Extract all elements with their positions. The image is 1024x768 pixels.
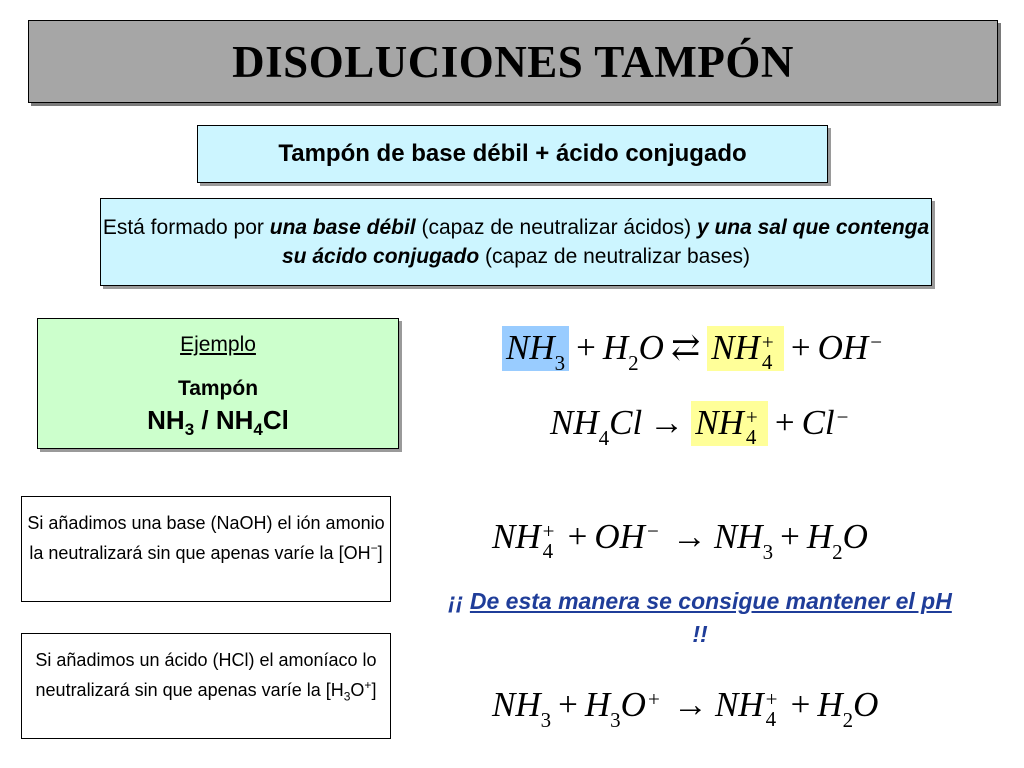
definition-conjugate-salt: y una sal que contenga su ácido conjugado bbox=[282, 216, 930, 268]
ammonium-highlight: NH + 4 bbox=[707, 326, 784, 371]
equilibrium-equation: $NH_3 + H_2O$ ⇄ NH + 4 + OH − bbox=[502, 328, 888, 372]
ammonia-highlight: $NH_3$ bbox=[502, 326, 569, 371]
example-box bbox=[37, 318, 399, 449]
reaction-arrow-icon: → bbox=[672, 685, 708, 724]
reaction-arrow-icon: → bbox=[649, 403, 685, 442]
definition-part-1: Está formado por bbox=[102, 216, 270, 239]
subtitle-banner bbox=[197, 125, 828, 183]
definition-box bbox=[100, 198, 932, 286]
subtitle-text: Tampón de base débil + ácido conjugado bbox=[278, 140, 747, 167]
page-title: DISOLUCIONES TAMPÓN bbox=[232, 36, 794, 87]
conclusion-text: ¡¡ De esta manera se consigue mantener el pH !! bbox=[448, 588, 952, 647]
example-label: Ejemplo bbox=[180, 333, 256, 356]
reaction-arrow-icon: → bbox=[671, 517, 707, 556]
example-formula: $NH_3 / NH_4Cl$ bbox=[147, 405, 289, 440]
acid-neutralization-equation: $NH_3 + H_3O$ + → NH + 4 + $H_2O$ bbox=[492, 685, 879, 732]
dissociation-equation: $NH_4Cl$ → NH + 4 + Cl − bbox=[550, 403, 849, 450]
definition-weak-base: una base débil bbox=[269, 216, 416, 239]
acid-addition-note: Si añadimos un ácido (HCl) el amoníaco lo neutralizará sin que apenas varíe la $[H_3O^+]$ bbox=[21, 633, 391, 739]
definition-part-3: (capaz de neutralizar bases) bbox=[479, 245, 750, 268]
example-tampon-label: Tampón bbox=[177, 377, 259, 400]
equilibrium-arrow-icon: ⇄ bbox=[670, 328, 701, 367]
definition-part-2: (capaz de neutralizar ácidos) bbox=[415, 216, 697, 239]
base-neutralization-equation: NH + 4 + OH − → $NH_3 + H_2O$ bbox=[492, 517, 868, 564]
base-addition-note: Si añadimos una base (NaOH) el ión amonio la neutralizará sin que apenas varíe la [OH−] bbox=[21, 496, 391, 602]
ammonium-highlight: NH + 4 bbox=[691, 401, 768, 446]
title-banner bbox=[28, 20, 998, 103]
